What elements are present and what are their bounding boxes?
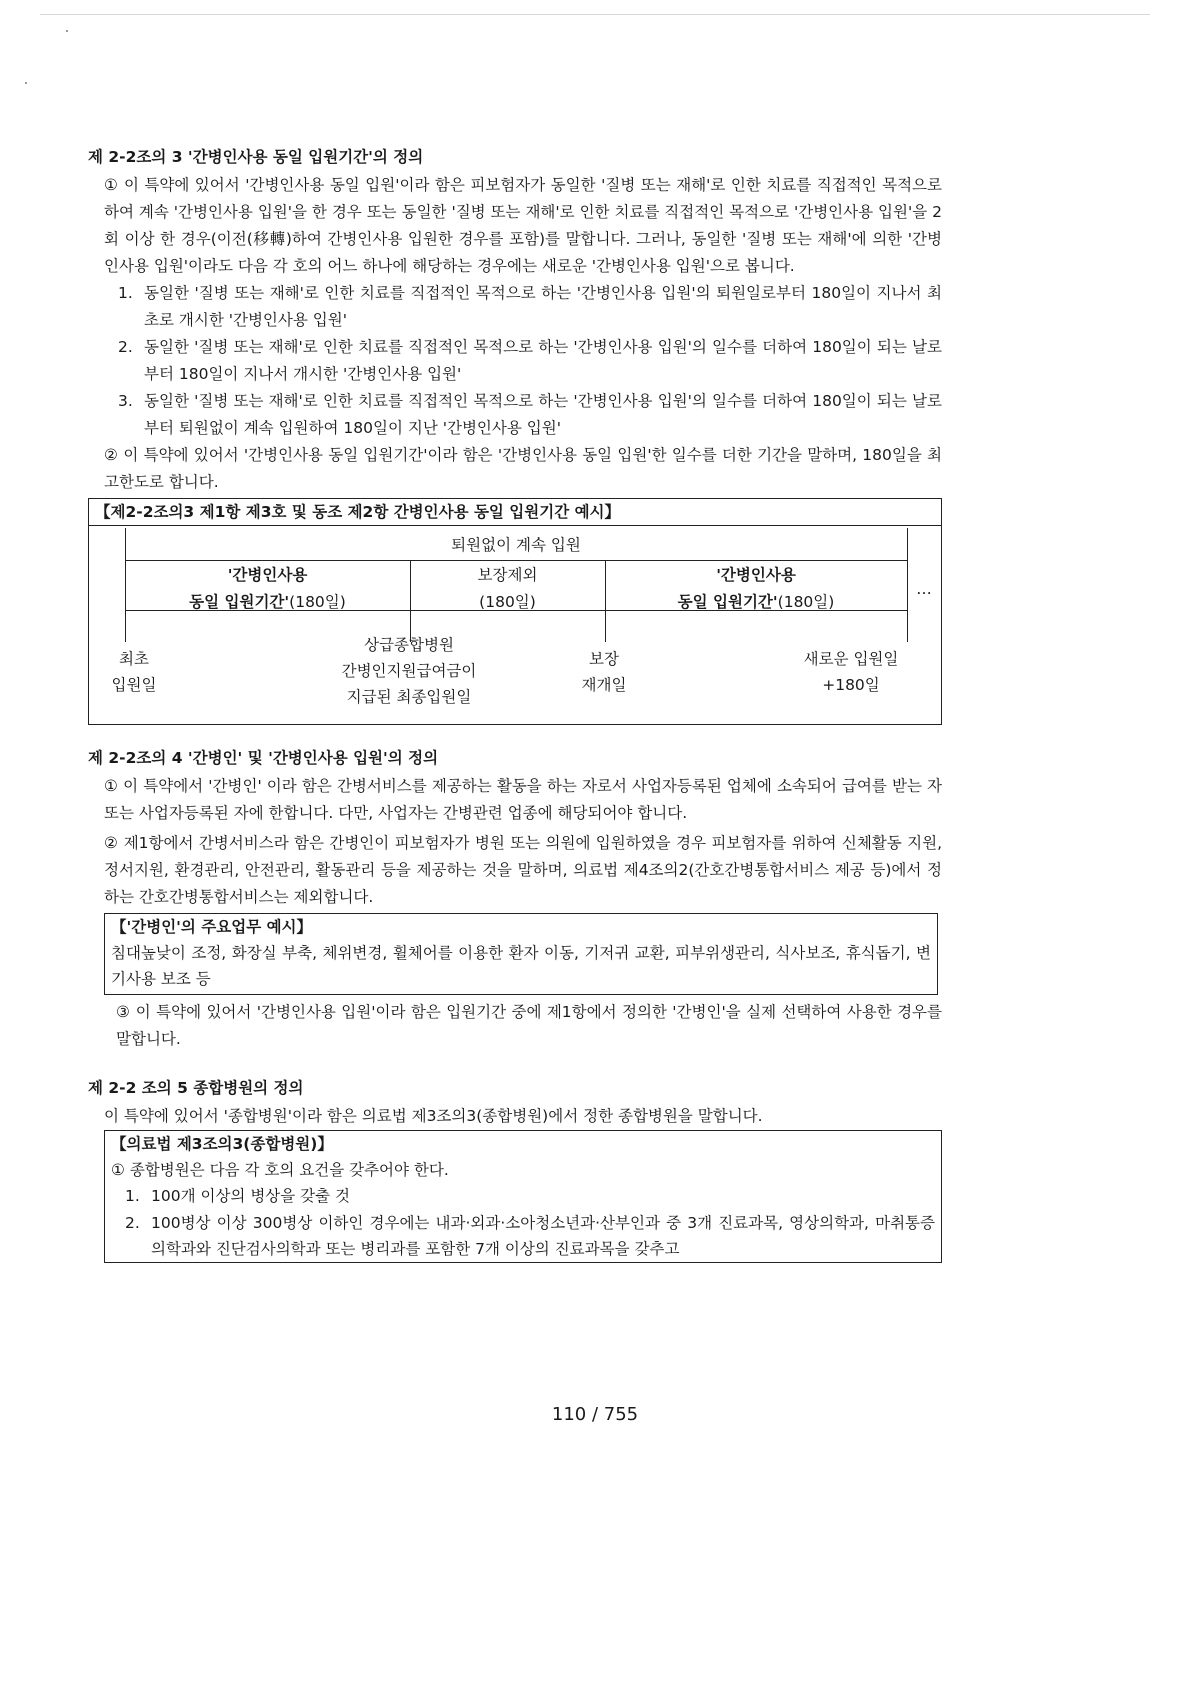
paragraph-1: 이 특약에 있어서 '종합병원'이라 함은 의료법 제3조의3(종합병원)에서 정한 종합병원을 말합니다. bbox=[104, 1107, 763, 1125]
paragraph-2: ② 이 특약에 있어서 '간병인사용 동일 입원기간'이라 함은 '간병인사용 동일 입원'한 일수를 더한 기간을 말하며, 180일을 최고한도로 합니다. bbox=[104, 446, 942, 491]
list-item bbox=[118, 334, 942, 388]
period-1 bbox=[125, 562, 410, 616]
scan-speck bbox=[66, 30, 68, 32]
milestone-line: +180일 bbox=[822, 676, 880, 694]
period-2-line1: 보장제외 bbox=[477, 566, 538, 584]
item-number: 2. bbox=[118, 338, 133, 356]
paragraph-1: ① 이 특약에 있어서 '간병인사용 동일 입원'이라 함은 피보험자가 동일한 '질병 또는 재해'로 인한 치료를 직접적인 목적으로 하여 계속 '간병인사용 입원'을 한 경우 또는 동일한 '질병 또는 재해'로 인한 치료를 직접적인 목적으로 '간병인사용 입원'을 2회 이상 한 경우(이전(移轉)하여 간병인사용 입원한 경우를 포함)를 말합니다. 그러나, 동일한 '질병 또는 재해'에 의한 '간병인사용 입원'이라도 다음 각 호의 어느 하나에 해당하는 경우에는 새로운 '간병인사용 입원'으로 봅니다. bbox=[104, 176, 942, 275]
milestone-first-admission bbox=[89, 646, 179, 698]
scan-speck bbox=[25, 82, 27, 84]
medical-law-box bbox=[104, 1130, 942, 1263]
box-paragraph: ① 종합병원은 다음 각 호의 요건을 갖추어야 한다. bbox=[111, 1161, 449, 1179]
milestone-line: 입원일 bbox=[111, 676, 157, 694]
section-title: 제 2-2 조의 5 종합병원의 정의 bbox=[88, 1079, 304, 1097]
period-1-days: (180일) bbox=[289, 593, 346, 611]
period-3 bbox=[605, 562, 907, 616]
period-1-line2: 동일 입원기간' bbox=[189, 593, 290, 611]
milestone-line: 재개일 bbox=[581, 676, 627, 694]
item-text: 동일한 '질병 또는 재해'로 인한 치료를 직접적인 목적으로 하는 '간병인사용 입원'의 퇴원일로부터 180일이 지나서 최초로 개시한 '간병인사용 입원' bbox=[144, 284, 942, 329]
section-2-2-4 bbox=[88, 747, 942, 1053]
continuous-stay-label: 퇴원없이 계속 입원 bbox=[451, 536, 581, 554]
item-text: 동일한 '질병 또는 재해'로 인한 치료를 직접적인 목적으로 하는 '간병인사용 입원'의 일수를 더하여 180일이 되는 날로부터 퇴원없이 계속 입원하여 180일이 지난 '간병인사용 입원' bbox=[144, 392, 942, 437]
timeline-band-line bbox=[125, 560, 907, 561]
milestone-coverage-resume bbox=[549, 646, 659, 698]
period-3-line1: '간병인사용 bbox=[716, 566, 796, 584]
list-item bbox=[118, 280, 942, 334]
caregiver-duties-box bbox=[104, 913, 938, 995]
period-1-line1: '간병인사용 bbox=[227, 566, 308, 584]
milestone-line: 최초 bbox=[119, 650, 149, 668]
box-title: 【의료법 제3조의3(종합병원)】 bbox=[111, 1135, 333, 1153]
item-text: 100개 이상의 병상을 갖출 것 bbox=[151, 1187, 351, 1205]
diagram-area bbox=[89, 528, 941, 724]
period-2-line2: (180일) bbox=[479, 593, 536, 611]
milestone-line: 상급종합병원 bbox=[364, 636, 454, 654]
section-title: 제 2-2조의 4 '간병인' 및 '간병인사용 입원'의 정의 bbox=[88, 749, 439, 767]
item-number: 2. bbox=[125, 1214, 140, 1232]
item-number: 1. bbox=[125, 1187, 140, 1205]
period-2 bbox=[410, 562, 605, 616]
paragraph-1: ① 이 특약에서 '간병인' 이라 함은 간병서비스를 제공하는 활동을 하는 자로서 사업자등록된 업체에 소속되어 급여를 받는 자 또는 사업자등록된 자에 한합니다. 다만, 사업자는 간병관련 업종에 해당되어야 합니다. bbox=[104, 777, 942, 822]
item-text: 동일한 '질병 또는 재해'로 인한 치료를 직접적인 목적으로 하는 '간병인사용 입원'의 일수를 더하여 180일이 되는 날로부터 180일이 지나서 개시한 '간병인사용 입원' bbox=[144, 338, 942, 383]
period-3-days: (180일) bbox=[777, 593, 835, 611]
section-title: 제 2-2조의 3 '간병인사용 동일 입원기간'의 정의 bbox=[88, 148, 424, 166]
scan-top-edge bbox=[40, 14, 1150, 15]
item-text: 100병상 이상 300병상 이하인 경우에는 내과·외과·소아청소년과·산부인과 중 3개 진료과목, 영상의학과, 마취통증의학과와 진단검사의학과 또는 병리과를 포함한 7개 이상의 진료과목을 갖추고 bbox=[151, 1214, 935, 1258]
box-title: 【'간병인'의 주요업무 예시】 bbox=[111, 918, 313, 936]
list-item bbox=[118, 388, 942, 442]
ellipsis: … bbox=[916, 580, 932, 598]
section-2-2-3 bbox=[88, 146, 942, 725]
section-2-2-5 bbox=[88, 1077, 942, 1263]
milestone-last-paid-admission bbox=[289, 632, 529, 710]
example-diagram-box bbox=[88, 498, 942, 725]
item-list bbox=[88, 280, 942, 442]
period-3-line2: 동일 입원기간' bbox=[677, 593, 778, 611]
list-item bbox=[125, 1210, 935, 1262]
milestone-new-admission bbox=[761, 646, 941, 698]
list-item bbox=[125, 1183, 935, 1210]
item-number: 1. bbox=[118, 284, 133, 302]
paragraph-2: ② 제1항에서 간병서비스라 함은 간병인이 피보험자가 병원 또는 의원에 입원하였을 경우 피보험자를 위하여 신체활동 지원, 정서지원, 환경관리, 안전관리, 활동관리 등을 제공하는 것을 말하며, 의료법 제4조의2(간호간병통합서비스 제공 등)에서 정하는 간호간병통합서비스는 제외합니다. bbox=[104, 834, 942, 906]
paragraph-3: ③ 이 특약에 있어서 '간병인사용 입원'이라 함은 입원기간 중에 제1항에서 정의한 '간병인'을 실제 선택하여 사용한 경우를 말합니다. bbox=[116, 1003, 942, 1048]
box-text: 침대높낮이 조정, 화장실 부축, 체위변경, 휠체어를 이용한 환자 이동, 기저귀 교환, 피부위생관리, 식사보조, 휴식돕기, 변기사용 보조 등 bbox=[111, 944, 931, 988]
item-list bbox=[111, 1183, 935, 1262]
diagram-title: 【제2-2조의3 제1항 제3호 및 동조 제2항 간병인사용 동일 입원기간 예시】 bbox=[89, 499, 941, 526]
milestone-line: 지급된 최종입원일 bbox=[346, 688, 472, 706]
document-body bbox=[88, 146, 942, 1263]
milestone-line: 보장 bbox=[589, 650, 619, 668]
item-number: 3. bbox=[118, 392, 133, 410]
milestone-line: 새로운 입원일 bbox=[803, 650, 899, 668]
milestone-line: 간병인지원급여금이 bbox=[341, 662, 477, 680]
page-number: 110 / 755 bbox=[551, 1404, 639, 1425]
